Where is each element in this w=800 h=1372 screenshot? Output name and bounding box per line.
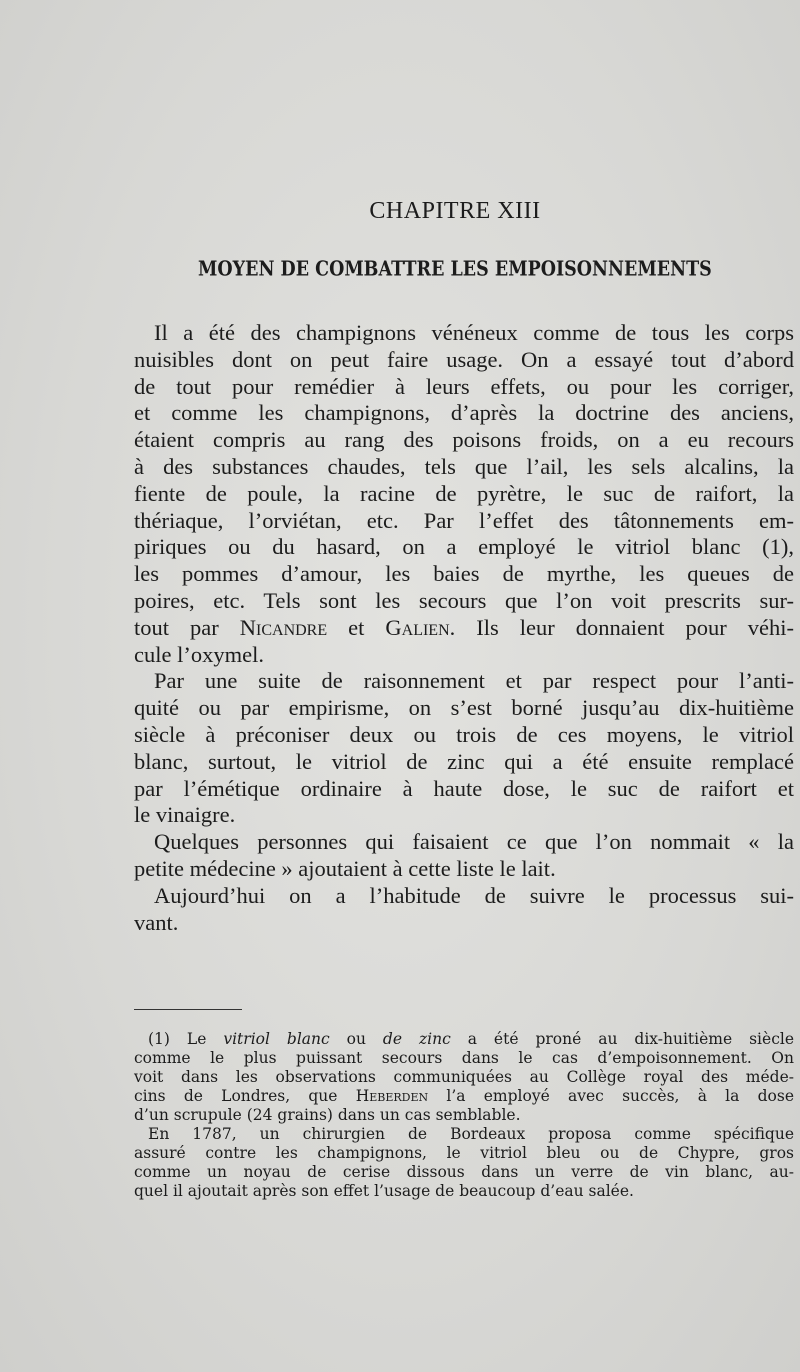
body-line: quité ou par empirisme, on s’est borné jusqu’au dix-huitième bbox=[134, 695, 794, 721]
body-line: petite médecine » ajoutaient à cette liste le lait. bbox=[134, 855, 556, 881]
body-line: le vinaigre. bbox=[134, 802, 236, 828]
footnote-line: assuré contre les champignons, le vitriol bleu ou de Chypre, gros bbox=[134, 1144, 794, 1162]
body-line: de tout pour remédier à leurs effets, ou pour les corriger, bbox=[134, 373, 794, 399]
body-line bbox=[134, 615, 794, 642]
body-line: et comme les champignons, d’après la doctrine des anciens, bbox=[134, 400, 794, 426]
chapter-heading: MOYEN DE COMBATTRE LES EMPOISONNEMENTS bbox=[198, 258, 712, 281]
body-line: Par une suite de raisonnement et par respect pour l’anti- bbox=[154, 668, 794, 694]
body-line: vant. bbox=[134, 909, 179, 935]
body-line: poires, etc. Tels sont les secours que l’on voit prescrits sur- bbox=[134, 587, 794, 613]
author-name-nicandre: Nicandre bbox=[239, 614, 328, 640]
footnote-line bbox=[134, 1087, 794, 1106]
body-line: blanc, surtout, le vitriol de zinc qui a été ensuite remplacé bbox=[134, 748, 794, 774]
body-line: thériaque, l’orviétan, etc. Par l’effet des tâtonnements em- bbox=[134, 507, 794, 533]
footnote-divider bbox=[134, 1009, 242, 1010]
text-run: . Ils leur donnaient pour véhi- bbox=[449, 614, 794, 640]
footnote-line: comme le plus puissant secours dans le cas d’empoisonnement. On bbox=[134, 1049, 794, 1067]
body-line: Quelques personnes qui faisaient ce que l’on nommait « la bbox=[154, 829, 794, 855]
footnote-line: d’un scrupule (24 grains) dans un cas semblable. bbox=[134, 1106, 521, 1124]
body-line: piriques ou du hasard, on a employé le vitriol blanc (1), bbox=[134, 534, 794, 560]
body-line: par l’émétique ordinaire à haute dose, le suc de raifort et bbox=[134, 775, 794, 801]
footnote-line: comme un noyau de cerise dissous dans un verre de vin blanc, au- bbox=[134, 1163, 794, 1181]
footnote-line bbox=[134, 1030, 794, 1049]
footnotes bbox=[134, 1030, 794, 1201]
text-run: tout par bbox=[134, 614, 240, 640]
body-text bbox=[134, 320, 794, 936]
text-run: cins de Londres, que bbox=[134, 1087, 356, 1105]
body-line: cule l’oxymel. bbox=[134, 641, 264, 667]
body-line: étaient compris au rang des poisons froids, on a eu recours bbox=[134, 427, 794, 453]
text-run: l’a employé avec succès, à la dose bbox=[428, 1087, 794, 1105]
body-line: fiente de poule, la racine de pyrètre, le suc de raifort, la bbox=[134, 480, 794, 506]
footnote-line: quel il ajoutait après son effet l’usage de beaucoup d’eau salée. bbox=[134, 1182, 634, 1200]
body-line: Aujourd’hui on a l’habitude de suivre le processus sui- bbox=[154, 882, 794, 908]
text-run: (1) Le bbox=[148, 1030, 224, 1048]
body-line: à des substances chaudes, tels que l’ail, les sels alcalins, la bbox=[134, 453, 794, 479]
footnote-line: voit dans les observations communiquées au Collège royal des méde- bbox=[134, 1068, 794, 1086]
text-run: a été proné au dix-huitième siècle bbox=[450, 1030, 794, 1048]
body-line: les pommes d’amour, les baies de myrthe, les queues de bbox=[134, 561, 794, 587]
author-name-galien: Galien bbox=[385, 614, 450, 640]
author-name-heberden: Heberden bbox=[355, 1087, 429, 1105]
chapter-number: CHAPITRE XIII bbox=[369, 198, 541, 224]
body-line: siècle à préconiser deux ou trois de ces moyens, le vitriol bbox=[134, 721, 794, 747]
body-line: Il a été des champignons vénéneux comme de tous les corps bbox=[154, 320, 794, 345]
body-line: nuisibles dont on peut faire usage. On a essayé tout d’abord bbox=[134, 346, 794, 372]
footnote-line: En 1787, un chirurgien de Bordeaux proposa comme spécifique bbox=[148, 1125, 794, 1143]
italic-term: vitriol blanc bbox=[223, 1030, 330, 1048]
italic-term: de zinc bbox=[382, 1030, 451, 1048]
text-run: et bbox=[327, 614, 386, 640]
text-run: ou bbox=[329, 1030, 383, 1048]
